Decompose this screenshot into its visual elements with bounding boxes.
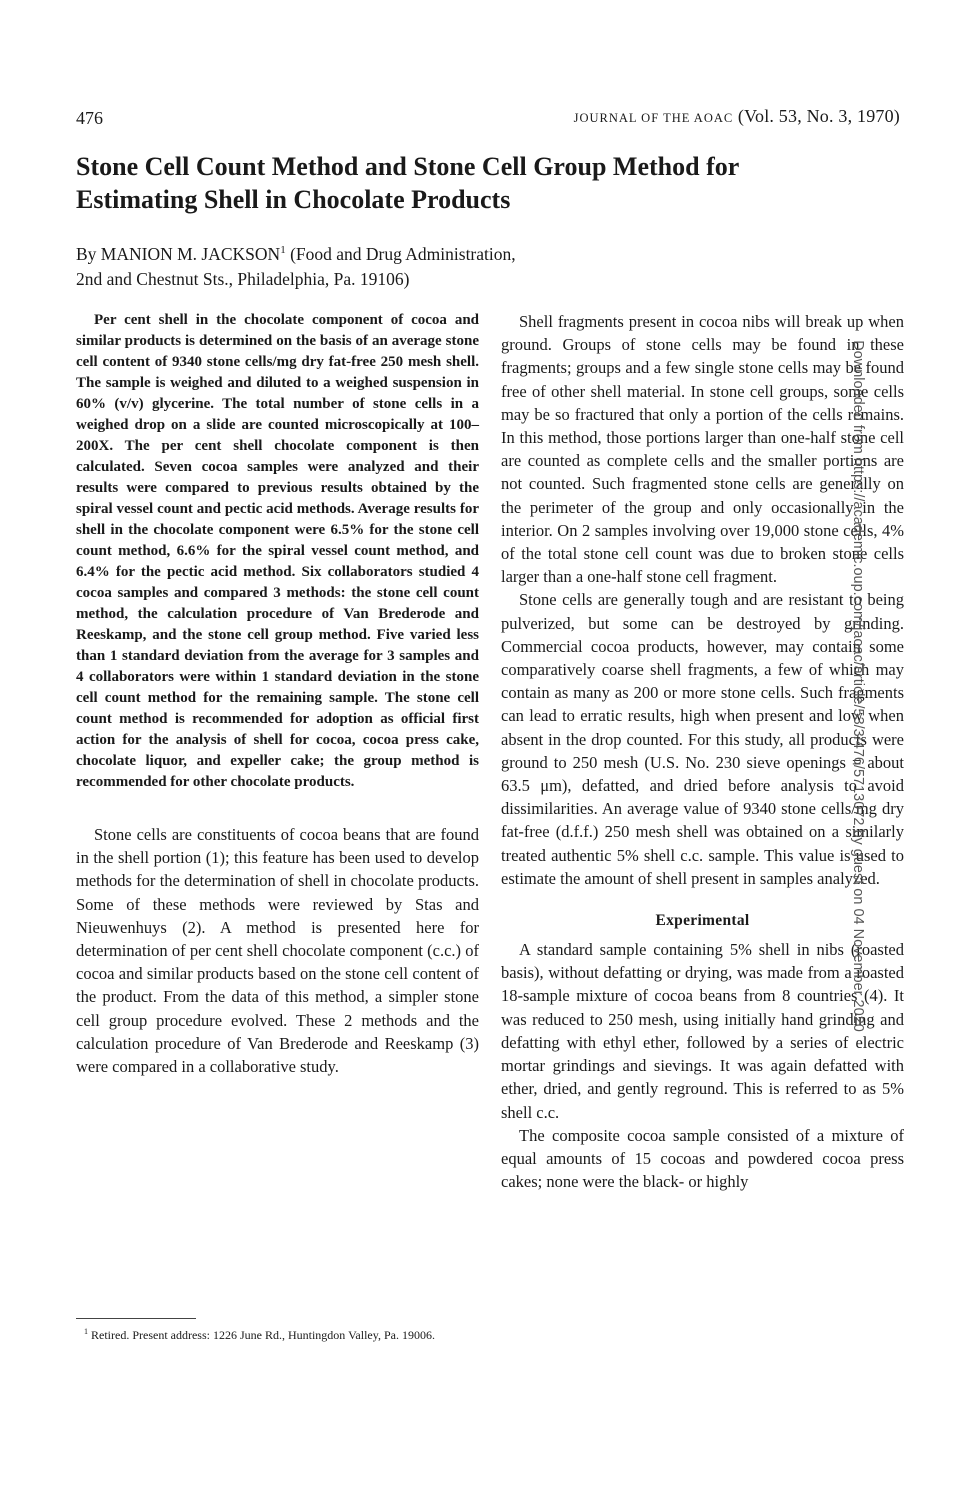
right-column [501,310,904,1193]
page-number: 476 [76,108,103,128]
footnote-text: Retired. Present address: 1226 June Rd., Huntingdon Valley, Pa. 19006. [88,1328,435,1342]
running-head [574,106,900,127]
body-paragraph: Shell fragments present in cocoa nibs will break up when ground. Groups of stone cells may be found in these fragments; groups and a few single stone cells may be found free of other shell material. In stone cell groups, some cells may be so fractured that only a portion of the cells remains. In this method, those portions larger than one-half stone cell are counted as complete cells and the smaller portions are not counted. Such fragmented stone cells are generally on the perimeter of the group and only occasionally in the interior. On 2 samples involving over 19,000 stone cells, 4% of the total stone cell count was due to broken stone cells larger than a one-half stone cell fragment. [501,312,904,587]
footnote-divider [76,1318,196,1319]
footnote-mark: 1 [84,1327,88,1336]
journal-name: JOURNAL OF THE AOAC [573,111,734,125]
byline [76,238,716,292]
footnote [76,1324,479,1343]
body-paragraph: Stone cells are generally tough and are resistant to being pulverized, but some can be destroyed by grinding. Commercial cocoa products, however, may contain some comparatively coarse shell fragments, a few of which may contain as many as 200 or more stone cells. Such fragments can lead to erratic results, high when present and low when absent in the drop counted. For this study, all products were ground to 250 mesh (U.S. No. 230 sieve openings = about 63.5 μm), defatted, and dried before analysis to avoid dissimilarities. An average value of 9340 stone cells/mg dry fat-free (d.f.f.) 250 mesh shell was obtained on a similarly treated authentic 5% shell c.c. sample. This value is used to estimate the amount of shell present in samples analyzed. [501,590,904,888]
volume-info: (Vol. 53, No. 3, 1970) [737,106,900,126]
experimental-heading: Experimental [655,912,750,930]
article-title: Stone Cell Count Method and Stone Cell Group Method for Estimating Shell in Chocolate Products [76,152,739,214]
affiliation-line-2: 2nd and Chestnut Sts., Philadelphia, Pa. 19106) [76,268,410,289]
download-watermark: Downloaded from https://academic.oup.com/jaoac/article/53/3/476/5713072 by guest on 04 November 2020 [850,340,866,1032]
intro-paragraph: Stone cells are constituents of cocoa beans that are found in the shell portion (1); this feature has been used to develop methods for the determination of shell in chocolate products. Some of these methods were reviewed by Stas and Nieuwenhuys (2). A method is presented here for determination of per cent shell chocolate component (c.c.) of cocoa and similar products based on the stone cell content of the product. From the data of this method, a simpler stone cell group procedure evolved. These 2 methods and the calculation procedure of Van Brederode and Reeskamp (3) were compared in a collaborative study. [76,825,479,1077]
abstract: Per cent shell in the chocolate component of cocoa and similar products is determined on the basis of an average stone cell content of 9340 stone cells/mg dry fat-free 250 mesh shell. The sample is weighed and diluted to a weighed suspension in 60% (v/v) glycerine. The total number of stone cells in a weighed drop on a slide are counted microscopically at 100–200X. The per cent shell chocolate component is then calculated. Seven cocoa samples were analyzed and their results were compared to previous results obtained by the spiral vessel count and pectic acid methods. Average results for shell in the chocolate component were 6.5% for the stone cell count method, 6.6% for the spiral vessel count method, and 6.4% for the pectic acid method. Six collaborators studied 4 cocoa samples and compared 3 methods: the stone cell count method, the calculation procedure of Van Brederode and Reeskamp, and the stone cell group method. Five varied less than 1 standard deviation from the average for 3 samples and 4 collaborators were within 1 standard deviation in the stone cell count method for the remaining sample. The stone cell count method is recommended for adoption as official first action for the analysis of shell for cocoa, cocoa press cake, chocolate liquor, and expeller cake; the group method is recommended for other chocolate products. [76,312,479,790]
left-column [76,310,479,1078]
experimental-paragraph: The composite cocoa sample consisted of a mixture of equal amounts of 15 cocoas and powdered cocoa press cakes; none were the black- or highly [501,1125,904,1192]
experimental-paragraph: A standard sample containing 5% shell in nibs (roasted basis), without defatting or drying, was made from a roasted 18-sample mixture of cocoa beans from 8 countries (4). It was reduced to 250 mesh, using initially hand grinding and defatting with ethyl ether, followed by a series of electric mortar grindings and sievings. It was again defatted with ether, dried, and gently reground. This is referred to as 5% shell c.c. [501,940,904,1122]
author-name: By MANION M. JACKSON [76,243,281,264]
author-footnote-mark: 1 [280,244,286,256]
affiliation-line-1: (Food and Drug Administration, [285,243,516,264]
